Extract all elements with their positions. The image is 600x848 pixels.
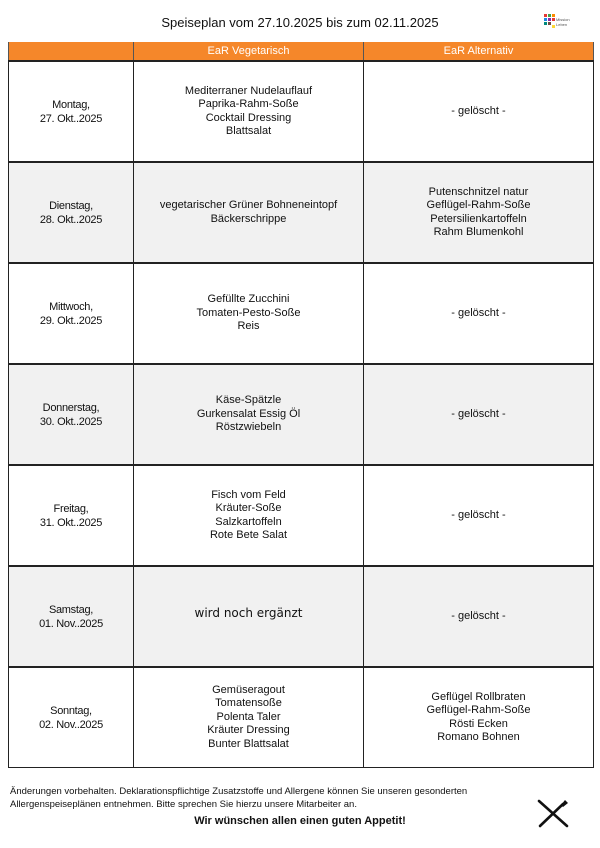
day-cell (9, 61, 134, 162)
dish-item: - gelöscht - (451, 306, 506, 319)
date-label: 30. Okt..2025 (39, 415, 103, 428)
dish-item: Romano Bohnen (437, 731, 520, 743)
table-row (9, 667, 594, 768)
alternativ-cell (364, 162, 594, 263)
date-label: 31. Okt..2025 (39, 516, 103, 529)
menu-body (9, 61, 594, 768)
dish-item: Geflügel-Rahm-Soße (426, 704, 531, 716)
vegetarisch-cell (134, 667, 364, 768)
dish-item: Salzkartoffeln (215, 515, 282, 528)
logo-square (544, 14, 547, 17)
date-label: 27. Okt..2025 (39, 112, 103, 125)
day-cell (9, 364, 134, 465)
weekday-label: Freitag, (53, 502, 89, 515)
alternativ-cell (364, 364, 594, 465)
dish-item: Rahm Blumenkohl (433, 226, 524, 238)
alternativ-cell (364, 61, 594, 162)
dish-item: - gelöscht - (451, 407, 506, 420)
disclaimer-line: Allergenspeiseplänen entnehmen. Bitte sprechen Sie hierzu unsere Mitarbeiter an. (10, 799, 357, 810)
dish-item: Cocktail Dressing (205, 111, 292, 124)
alternativ-cell (364, 465, 594, 566)
vegetarisch-cell (134, 162, 364, 263)
table-row (9, 566, 594, 667)
alternativ-cell (364, 263, 594, 364)
dish-item: Rote Bete Salat (209, 529, 288, 541)
dish-item: Tomatensoße (215, 697, 282, 710)
logo-square (552, 18, 555, 21)
table-header-row (9, 42, 594, 61)
dish-item: Reis (237, 320, 260, 333)
date-label: 02. Nov..2025 (39, 718, 103, 731)
logo-square (548, 22, 551, 25)
date-label: 28. Okt..2025 (39, 213, 103, 226)
weekday-label: Dienstag, (49, 199, 93, 212)
vegetarisch-cell (134, 465, 364, 566)
dish-item: - gelöscht - (451, 104, 506, 117)
placeholder-text: wird noch ergänzt (194, 605, 303, 620)
table-row (9, 364, 594, 465)
logo-square (552, 25, 555, 28)
dish-item: Gefüllte Zucchini (207, 293, 290, 306)
dish-item: Bäckerschrippe (210, 212, 287, 225)
column-header-alternativ: EaR Alternativ (364, 42, 594, 61)
weekday-label: Donnerstag, (42, 401, 100, 414)
table-row (9, 162, 594, 263)
dish-item: Käse-Spätzle (215, 394, 282, 407)
logo-square (548, 14, 551, 17)
cutlery-icon (536, 798, 570, 828)
dish-item: Fisch vom Feld (211, 488, 286, 501)
dish-item: vegetarischer Grüner Bohneneintopf (159, 199, 338, 211)
day-cell (9, 465, 134, 566)
dish-item: Gemüseragout (212, 683, 285, 696)
disclaimer (10, 785, 570, 811)
weekday-label: Sonntag, (50, 704, 92, 717)
logo-text: Leben (556, 22, 568, 27)
column-header-day (9, 42, 134, 61)
dish-item: Geflügel-Rahm-Soße (426, 199, 531, 211)
day-cell (9, 566, 134, 667)
vegetarisch-cell (134, 566, 364, 667)
table-row (9, 465, 594, 566)
vegetarisch-cell (134, 263, 364, 364)
dish-item: Gurkensalat Essig Öl (196, 407, 301, 420)
dish-item: Petersilienkartoffeln (430, 212, 527, 225)
dish-item: Kräuter-Soße (215, 502, 282, 514)
date-label: 01. Nov..2025 (39, 617, 103, 630)
dish-item: Putenschnitzel natur (428, 185, 529, 198)
day-cell (9, 667, 134, 768)
logo-square (544, 22, 547, 25)
page-title: Speiseplan vom 27.10.2025 bis zum 02.11.2025 (161, 15, 439, 30)
dish-item: Paprika-Rahm-Soße (198, 98, 299, 110)
dish-item: Bunter Blattsalat (208, 737, 289, 750)
vegetarisch-cell (134, 364, 364, 465)
alternativ-cell (364, 566, 594, 667)
alternativ-cell (364, 667, 594, 768)
dish-item: - gelöscht - (451, 609, 506, 622)
date-label: 29. Okt..2025 (39, 314, 103, 327)
table-row (9, 61, 594, 162)
menu-table (8, 42, 594, 768)
logo-text: Mission (556, 17, 570, 22)
greeting: Wir wünschen allen einen guten Appetit! (194, 815, 406, 827)
logo (540, 12, 580, 36)
weekday-label: Samstag, (48, 603, 94, 616)
dish-item: Rösti Ecken (449, 717, 508, 730)
dish-item: Polenta Taler (216, 710, 281, 723)
dish-item: Blattsalat (225, 125, 272, 137)
logo-square (548, 18, 551, 21)
logo-square (544, 18, 547, 21)
vegetarisch-cell (134, 61, 364, 162)
disclaimer-line: Änderungen vorbehalten. Deklarationspflichtige Zusatzstoffe und Allergene können Sie unseren gesonderten (10, 786, 468, 797)
dish-item: Tomaten-Pesto-Soße (196, 306, 301, 319)
dish-item: - gelöscht - (451, 508, 506, 521)
logo-square (552, 14, 555, 17)
dish-item: Röstzwiebeln (215, 421, 282, 434)
table-row (9, 263, 594, 364)
column-header-vegetarisch: EaR Vegetarisch (134, 42, 364, 61)
weekday-label: Montag, (52, 98, 90, 111)
day-cell (9, 162, 134, 263)
weekday-label: Mittwoch, (49, 300, 93, 313)
dish-item: Mediterraner Nudelauflauf (184, 84, 313, 97)
dish-item: Geflügel Rollbraten (431, 690, 526, 703)
day-cell (9, 263, 134, 364)
dish-item: Kräuter Dressing (207, 724, 290, 737)
